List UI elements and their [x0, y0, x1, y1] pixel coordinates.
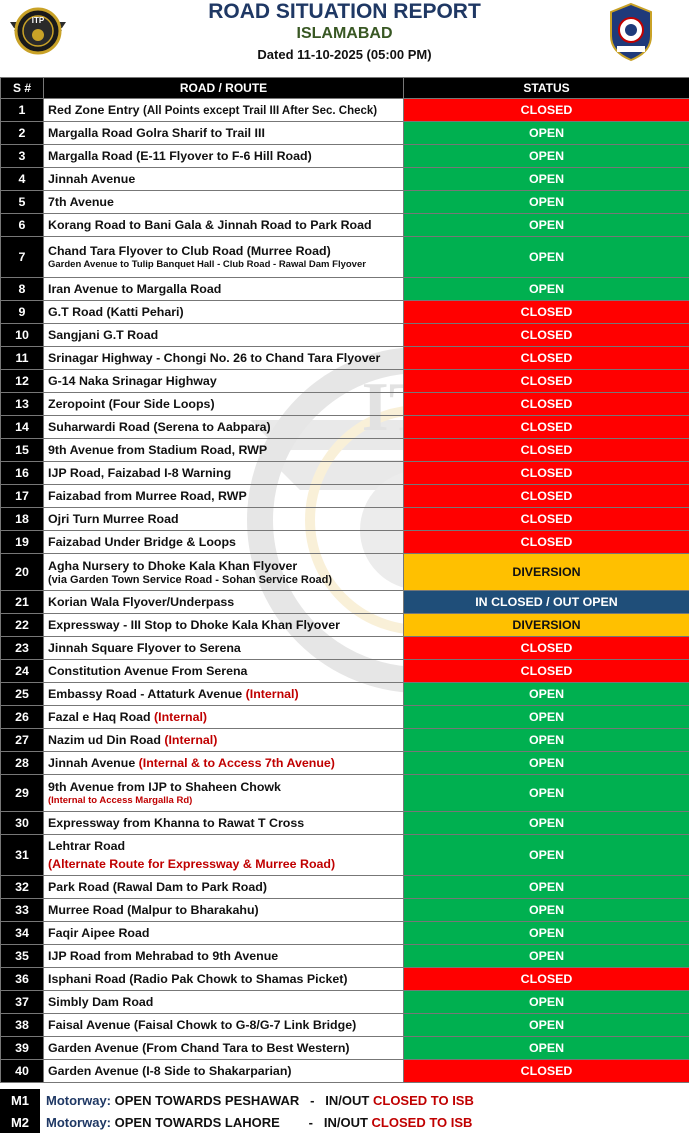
road-cell	[44, 591, 404, 614]
table-row	[1, 347, 689, 370]
road-name: Agha Nursery to Dhoke Kala Khan Flyover	[48, 558, 298, 573]
status-badge: OPEN	[404, 945, 689, 968]
row-number: 17	[1, 485, 44, 508]
road-name: Korian Wala Flyover/Underpass	[48, 595, 235, 609]
status-badge: CLOSED	[404, 301, 689, 324]
motorway-text	[46, 1093, 474, 1108]
road-cell	[44, 945, 404, 968]
row-number: 35	[1, 945, 44, 968]
road-cell	[44, 508, 404, 531]
road-cell	[44, 301, 404, 324]
road-name: IJP Road from Mehrabad to 9th Avenue	[48, 949, 279, 963]
table-row	[1, 899, 689, 922]
road-cell	[44, 191, 404, 214]
table-body	[1, 99, 689, 1083]
table-row	[1, 554, 689, 591]
road-note: (Internal)	[245, 687, 299, 701]
row-number: 9	[1, 301, 44, 324]
road-name: Nazim ud Din Road	[48, 733, 161, 747]
row-number: 13	[1, 393, 44, 416]
road-subtext: (Alternate Route for Expressway & Murree Road)	[48, 857, 336, 871]
road-name: Garden Avenue (From Chand Tara to Best Western)	[48, 1041, 350, 1055]
motorway-row	[0, 1089, 689, 1111]
road-cell	[44, 637, 404, 660]
road-name: Suharwardi Road (Serena to Aabpara)	[48, 420, 271, 434]
status-badge: OPEN	[404, 876, 689, 899]
row-number: 27	[1, 729, 44, 752]
status-badge: OPEN	[404, 191, 689, 214]
road-header: ROAD / ROUTE	[44, 78, 404, 99]
status-badge: OPEN	[404, 145, 689, 168]
road-name: G.T Road (Katti Pehari)	[48, 305, 184, 319]
status-badge: CLOSED	[404, 99, 689, 122]
road-cell	[44, 370, 404, 393]
status-badge: CLOSED	[404, 347, 689, 370]
motorway-status: OPEN TOWARDS PESHAWAR - IN/OUT	[114, 1092, 370, 1108]
road-cell	[44, 922, 404, 945]
table-row	[1, 1014, 689, 1037]
row-number: 22	[1, 614, 44, 637]
road-note: (Internal)	[154, 710, 208, 724]
road-name: Park Road (Rawal Dam to Park Road)	[48, 880, 267, 894]
row-number: 18	[1, 508, 44, 531]
status-badge: OPEN	[404, 122, 689, 145]
road-cell	[44, 752, 404, 775]
road-name: Fazal e Haq Road	[48, 710, 151, 724]
road-cell	[44, 1037, 404, 1060]
table-row	[1, 393, 689, 416]
table-row	[1, 1037, 689, 1060]
motorway-closed: CLOSED TO ISB	[372, 1092, 474, 1108]
report-header	[0, 0, 689, 74]
road-cell	[44, 660, 404, 683]
motorway-closed: CLOSED TO ISB	[371, 1114, 473, 1130]
road-name: Iran Avenue to Margalla Road	[48, 282, 222, 296]
road-cell	[44, 729, 404, 752]
motorway-text	[46, 1115, 472, 1130]
status-badge: OPEN	[404, 706, 689, 729]
table-row	[1, 945, 689, 968]
table-row	[1, 439, 689, 462]
status-badge: CLOSED	[404, 660, 689, 683]
table-row	[1, 876, 689, 899]
road-cell	[44, 876, 404, 899]
table-row	[1, 591, 689, 614]
table-row	[1, 991, 689, 1014]
status-badge: OPEN	[404, 991, 689, 1014]
road-name: Sangjani G.T Road	[48, 328, 159, 342]
police-badge-icon	[607, 2, 655, 62]
row-number: 6	[1, 214, 44, 237]
status-badge: CLOSED	[404, 531, 689, 554]
road-cell	[44, 812, 404, 835]
row-number: 33	[1, 899, 44, 922]
table-row	[1, 99, 689, 122]
road-subtext: Garden Avenue to Tulip Banquet Hall - Club Road - Rawal Dam Flyover	[48, 259, 366, 270]
status-badge: CLOSED	[404, 324, 689, 347]
row-number: 36	[1, 968, 44, 991]
row-number: 24	[1, 660, 44, 683]
status-badge: OPEN	[404, 168, 689, 191]
row-number: 16	[1, 462, 44, 485]
row-number: 23	[1, 637, 44, 660]
status-badge: OPEN	[404, 899, 689, 922]
motorway-row	[0, 1111, 689, 1133]
status-badge: OPEN	[404, 237, 689, 278]
table-row	[1, 191, 689, 214]
road-name: Lehtrar Road	[48, 839, 126, 853]
status-badge: IN CLOSED / OUT OPEN	[404, 591, 689, 614]
row-number: 11	[1, 347, 44, 370]
motorway-status: OPEN TOWARDS LAHORE - IN/OUT	[114, 1114, 368, 1130]
row-number: 20	[1, 554, 44, 591]
status-badge: CLOSED	[404, 416, 689, 439]
road-name: Jinnah Avenue	[48, 172, 136, 186]
road-name: Faisal Avenue (Faisal Chowk to G-8/G-7 Link Bridge)	[48, 1018, 357, 1032]
table-row	[1, 752, 689, 775]
svg-text:ITP: ITP	[31, 16, 45, 25]
road-name: Faizabad Under Bridge & Loops	[48, 535, 236, 549]
road-note: (Internal & to Access 7th Avenue)	[138, 756, 335, 770]
status-badge: OPEN	[404, 775, 689, 812]
table-row	[1, 968, 689, 991]
road-name: Ojri Turn Murree Road	[48, 512, 179, 526]
table-row	[1, 922, 689, 945]
row-number: 31	[1, 835, 44, 876]
road-cell	[44, 775, 404, 812]
road-name: Expressway from Khanna to Rawat T Cross	[48, 816, 305, 830]
road-cell	[44, 991, 404, 1014]
status-badge: OPEN	[404, 278, 689, 301]
road-cell	[44, 485, 404, 508]
road-cell	[44, 393, 404, 416]
table-row	[1, 706, 689, 729]
status-badge: DIVERSION	[404, 554, 689, 591]
row-number: 3	[1, 145, 44, 168]
motorway-label: Motorway:	[46, 1114, 111, 1130]
road-cell	[44, 1014, 404, 1037]
status-badge: CLOSED	[404, 485, 689, 508]
road-name: Zeropoint (Four Side Loops)	[48, 397, 215, 411]
road-cell	[44, 899, 404, 922]
road-name: 9th Avenue from Stadium Road, RWP	[48, 443, 268, 457]
road-cell	[44, 439, 404, 462]
road-name: Embassy Road - Attaturk Avenue	[48, 687, 243, 701]
row-number: 37	[1, 991, 44, 1014]
road-status-table	[0, 77, 689, 1083]
table-row	[1, 416, 689, 439]
table-row	[1, 508, 689, 531]
road-name: Expressway - III Stop to Dhoke Kala Khan Flyover	[48, 618, 340, 632]
row-number: 7	[1, 237, 44, 278]
road-cell	[44, 168, 404, 191]
status-badge: CLOSED	[404, 370, 689, 393]
status-badge: OPEN	[404, 214, 689, 237]
row-number: 5	[1, 191, 44, 214]
road-cell	[44, 347, 404, 370]
road-cell	[44, 99, 404, 122]
table-row	[1, 485, 689, 508]
table-row	[1, 812, 689, 835]
table-row	[1, 278, 689, 301]
table-row	[1, 729, 689, 752]
table-row	[1, 237, 689, 278]
report-date: Dated 11-10-2025 (05:00 PM)	[257, 47, 432, 62]
row-number: 32	[1, 876, 44, 899]
row-number: 38	[1, 1014, 44, 1037]
row-number: 4	[1, 168, 44, 191]
table-row	[1, 775, 689, 812]
table-row	[1, 531, 689, 554]
road-cell	[44, 531, 404, 554]
road-name: Srinagar Highway - Chongi No. 26 to Chand Tara Flyover	[48, 351, 381, 365]
table-row	[1, 683, 689, 706]
road-name: Constitution Avenue From Serena	[48, 664, 248, 678]
status-badge: OPEN	[404, 683, 689, 706]
road-subtext: (via Garden Town Service Road - Sohan Service Road)	[48, 573, 333, 586]
table-row	[1, 1060, 689, 1083]
status-badge: OPEN	[404, 1014, 689, 1037]
road-name: 9th Avenue from IJP to Shaheen Chowk	[48, 780, 281, 794]
road-cell	[44, 278, 404, 301]
status-badge: OPEN	[404, 729, 689, 752]
status-badge: OPEN	[404, 752, 689, 775]
table-row	[1, 324, 689, 347]
table-row	[1, 462, 689, 485]
road-cell	[44, 324, 404, 347]
row-number: 19	[1, 531, 44, 554]
motorway-code: M1	[0, 1089, 40, 1111]
road-cell	[44, 968, 404, 991]
status-badge: CLOSED	[404, 439, 689, 462]
status-badge: CLOSED	[404, 1060, 689, 1083]
road-name: Jinnah Square Flyover to Serena	[48, 641, 241, 655]
row-number: 39	[1, 1037, 44, 1060]
city-subtitle: ISLAMABAD	[296, 25, 393, 42]
table-row	[1, 370, 689, 393]
table-row	[1, 122, 689, 145]
road-cell	[44, 1060, 404, 1083]
status-badge: CLOSED	[404, 393, 689, 416]
road-name: 7th Avenue	[48, 195, 114, 209]
road-cell	[44, 462, 404, 485]
road-name: Simbly Dam Road	[48, 995, 154, 1009]
status-badge: CLOSED	[404, 637, 689, 660]
road-name: Margalla Road Golra Sharif to Trail III	[48, 126, 265, 140]
road-name: Jinnah Avenue	[48, 756, 136, 770]
page-title: ROAD SITUATION REPORT	[208, 0, 481, 23]
road-name: Murree Road (Malpur to Bharakahu)	[48, 903, 259, 917]
road-cell	[44, 683, 404, 706]
row-number: 21	[1, 591, 44, 614]
motorway-footer	[0, 1089, 689, 1133]
table-header-row	[1, 78, 689, 99]
row-number: 40	[1, 1060, 44, 1083]
status-badge: OPEN	[404, 812, 689, 835]
sno-header: S #	[1, 78, 44, 99]
row-number: 30	[1, 812, 44, 835]
road-cell	[44, 145, 404, 168]
table-row	[1, 637, 689, 660]
road-cell	[44, 614, 404, 637]
motorway-code: M2	[0, 1111, 40, 1133]
road-name: Chand Tara Flyover to Club Road (Murree Road)	[48, 244, 331, 258]
road-cell	[44, 706, 404, 729]
row-number: 14	[1, 416, 44, 439]
road-name: Garden Avenue (I-8 Side to Shakarparian)	[48, 1064, 292, 1078]
status-badge: CLOSED	[404, 968, 689, 991]
road-subtext: (Internal to Access Margalla Rd)	[48, 795, 193, 806]
road-note: (All Points except Trail III After Sec. Check)	[143, 105, 378, 117]
table-row	[1, 614, 689, 637]
table-row	[1, 214, 689, 237]
row-number: 2	[1, 122, 44, 145]
row-number: 34	[1, 922, 44, 945]
row-number: 8	[1, 278, 44, 301]
road-cell	[44, 122, 404, 145]
road-name: Isphani Road (Radio Pak Chowk to Shamas Picket)	[48, 972, 348, 986]
road-name: Faqir Aipee Road	[48, 926, 150, 940]
road-cell	[44, 416, 404, 439]
road-name: Faizabad from Murree Road, RWP	[48, 489, 247, 503]
row-number: 25	[1, 683, 44, 706]
table-row	[1, 660, 689, 683]
status-badge: OPEN	[404, 1037, 689, 1060]
status-badge: OPEN	[404, 922, 689, 945]
table-row	[1, 835, 689, 876]
road-note: (Internal)	[164, 733, 218, 747]
row-number: 29	[1, 775, 44, 812]
road-name: Margalla Road (E-11 Flyover to F-6 Hill Road)	[48, 149, 312, 163]
road-cell	[44, 554, 404, 591]
road-name: IJP Road, Faizabad I-8 Warning	[48, 466, 232, 480]
row-number: 1	[1, 99, 44, 122]
road-cell	[44, 237, 404, 278]
table-row	[1, 301, 689, 324]
road-name: Red Zone Entry	[48, 103, 140, 117]
road-cell	[44, 835, 404, 876]
status-badge: DIVERSION	[404, 614, 689, 637]
row-number: 15	[1, 439, 44, 462]
row-number: 10	[1, 324, 44, 347]
row-number: 26	[1, 706, 44, 729]
table-row	[1, 145, 689, 168]
road-name: Korang Road to Bani Gala & Jinnah Road to Park Road	[48, 218, 372, 232]
motorway-label: Motorway:	[46, 1092, 111, 1108]
status-badge: CLOSED	[404, 462, 689, 485]
status-badge: OPEN	[404, 835, 689, 876]
road-cell	[44, 214, 404, 237]
row-number: 12	[1, 370, 44, 393]
table-row	[1, 168, 689, 191]
row-number: 28	[1, 752, 44, 775]
status-header: STATUS	[404, 78, 689, 99]
status-badge: CLOSED	[404, 508, 689, 531]
road-name: G-14 Naka Srinagar Highway	[48, 374, 217, 388]
